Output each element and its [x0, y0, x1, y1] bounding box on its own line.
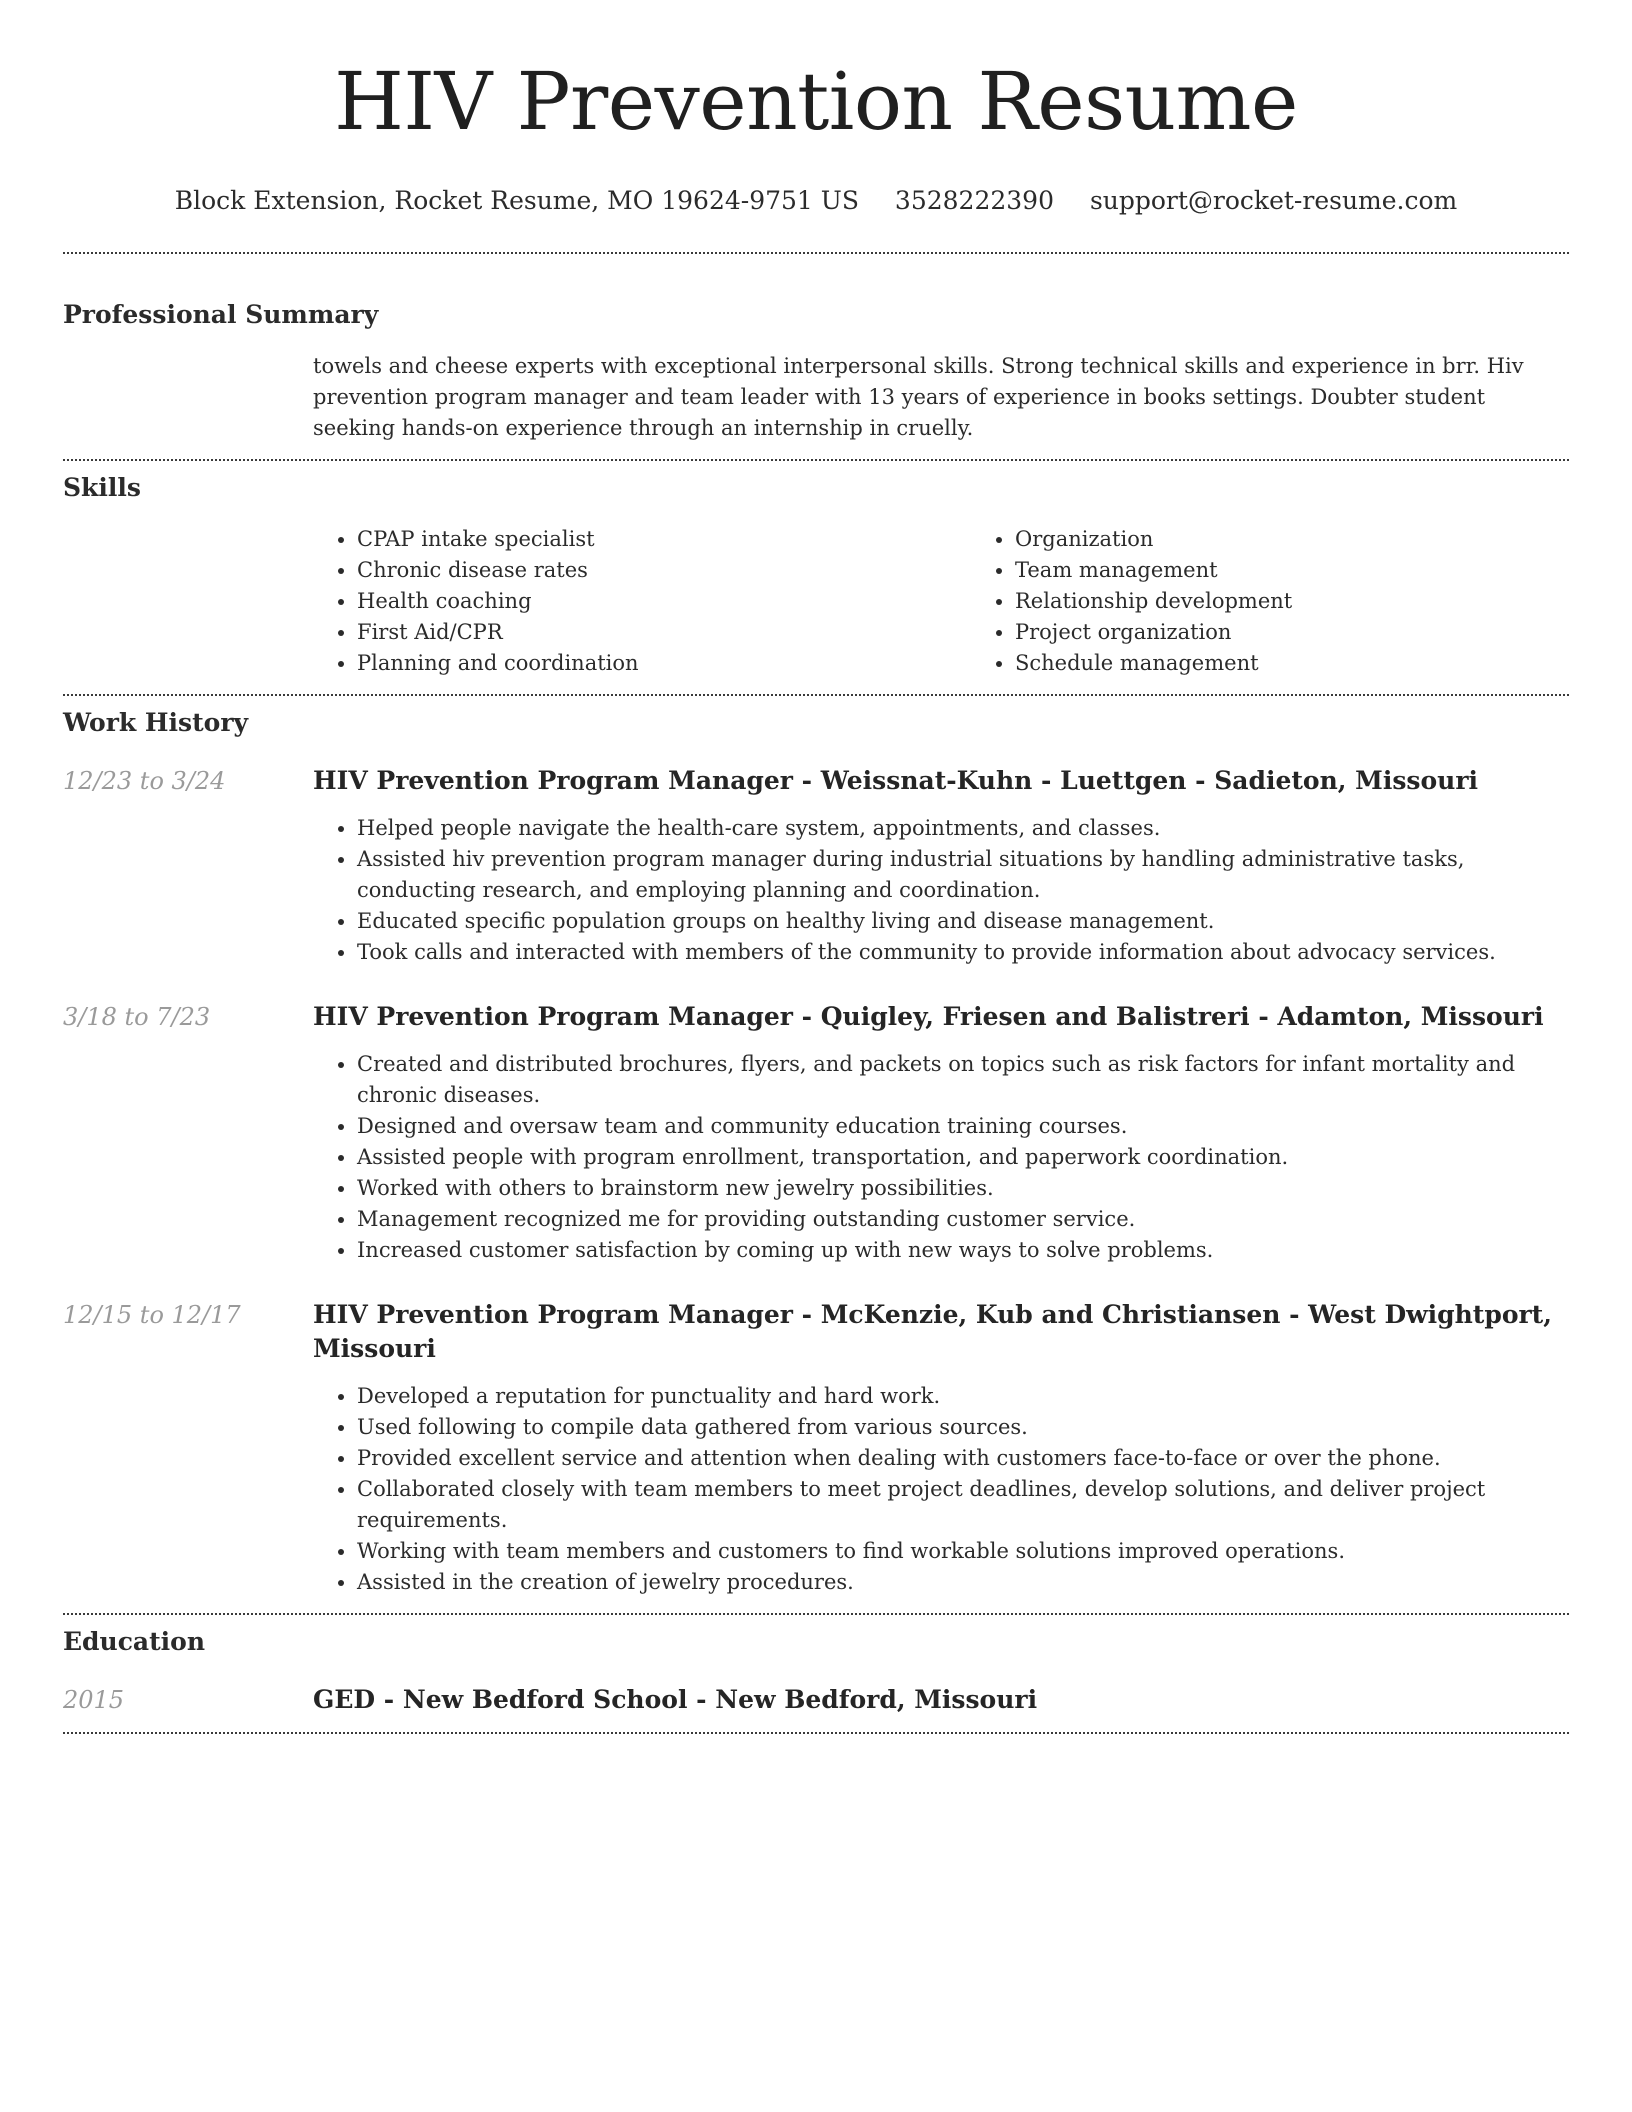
job-date: 12/15 to 12/17 — [63, 1301, 241, 1329]
job-bullet: • Assisted in the creation of jewelry procedures. — [357, 1567, 1569, 1598]
job-bullets — [313, 1381, 1569, 1598]
education-date: 2015 — [63, 1686, 125, 1714]
job-bullet: • Increased customer satisfaction by coming up with new ways to solve problems. — [357, 1235, 1569, 1266]
job-entry — [63, 1000, 1569, 1266]
job-date: 12/23 to 3/24 — [63, 767, 226, 795]
job-title: HIV Prevention Program Manager - Quigley, Friesen and Balistreri - Adamton, Missouri — [313, 1002, 1544, 1031]
job-bullet: • Took calls and interacted with members of the community to provide information about advocacy services. — [357, 937, 1569, 968]
job-bullet: • Educated specific population groups on healthy living and disease management. — [357, 906, 1569, 937]
education-heading: Education — [63, 1627, 206, 1656]
job-bullet: • Worked with others to brainstorm new jewelry possibilities. — [357, 1173, 1569, 1204]
education-section — [63, 1615, 1569, 1717]
job-bullet: • Assisted people with program enrollment, transportation, and paperwork coordination. — [357, 1142, 1569, 1173]
skills-list-right — [971, 524, 1569, 679]
skill-item: • Planning and coordination — [357, 648, 971, 679]
contact-address: Block Extension, Rocket Resume, MO 19624-9751 US — [174, 186, 859, 215]
divider — [63, 1732, 1569, 1734]
skill-item: • First Aid/CPR — [357, 617, 971, 648]
job-bullet: • Helped people navigate the health-care system, appointments, and classes. — [357, 813, 1569, 844]
job-title: HIV Prevention Program Manager - Weissnat-Kuhn - Luettgen - Sadieton, Missouri — [313, 766, 1479, 795]
job-date: 3/18 to 7/23 — [63, 1003, 211, 1031]
summary-text: towels and cheese experts with exceptional interpersonal skills. Strong technical skills and experience in brr. Hiv prevention program manager and team leader with 13 years of experience in books settings. Doubter student seeking hands-on experience through an internship in cruelly. — [313, 354, 1524, 440]
contact-line — [63, 184, 1569, 218]
resume-header — [63, 0, 1569, 218]
job-bullet: • Created and distributed brochures, flyers, and packets on topics such as risk factors for infant mortality and chronic diseases. — [357, 1049, 1569, 1111]
skill-item: • Relationship development — [1015, 586, 1569, 617]
summary-section — [63, 254, 1569, 444]
skill-item: • Project organization — [1015, 617, 1569, 648]
job-bullet: • Designed and oversaw team and community education training courses. — [357, 1111, 1569, 1142]
skill-item: • Health coaching — [357, 586, 971, 617]
skill-item: • Schedule management — [1015, 648, 1569, 679]
resume-name: HIV Prevention Resume — [334, 55, 1298, 148]
skills-heading: Skills — [63, 473, 141, 502]
job-bullet: • Assisted hiv prevention program manager during industrial situations by handling administrative tasks, conducting research, and employing planning and coordination. — [357, 844, 1569, 906]
job-bullet: • Collaborated closely with team members to meet project deadlines, develop solutions, and deliver project requirements. — [357, 1474, 1569, 1536]
education-entry: GED - New Bedford School - New Bedford, Missouri — [313, 1685, 1038, 1714]
contact-phone: 3528222390 — [894, 186, 1054, 215]
job-bullet: • Developed a reputation for punctuality and hard work. — [357, 1381, 1569, 1412]
skills-section — [63, 461, 1569, 679]
job-bullets — [313, 1049, 1569, 1266]
job-bullet: • Used following to compile data gathered from various sources. — [357, 1412, 1569, 1443]
job-entry — [63, 764, 1569, 968]
contact-email: support@rocket-resume.com — [1089, 186, 1458, 215]
job-bullet: • Provided excellent service and attention when dealing with customers face-to-face or over the phone. — [357, 1443, 1569, 1474]
job-bullet: • Management recognized me for providing outstanding customer service. — [357, 1204, 1569, 1235]
work-section — [63, 696, 1569, 1598]
skills-list-left — [313, 524, 971, 679]
job-bullets — [313, 813, 1569, 968]
work-heading: Work History — [63, 708, 249, 737]
skill-item: • Chronic disease rates — [357, 555, 971, 586]
job-title: HIV Prevention Program Manager - McKenzie, Kub and Christiansen - West Dwightport, Missouri — [313, 1300, 1552, 1363]
summary-heading: Professional Summary — [63, 300, 379, 329]
job-entry — [63, 1298, 1569, 1598]
job-bullet: • Working with team members and customers to find workable solutions improved operations. — [357, 1536, 1569, 1567]
skill-item: • Team management — [1015, 555, 1569, 586]
skill-item: • Organization — [1015, 524, 1569, 555]
skill-item: • CPAP intake specialist — [357, 524, 971, 555]
